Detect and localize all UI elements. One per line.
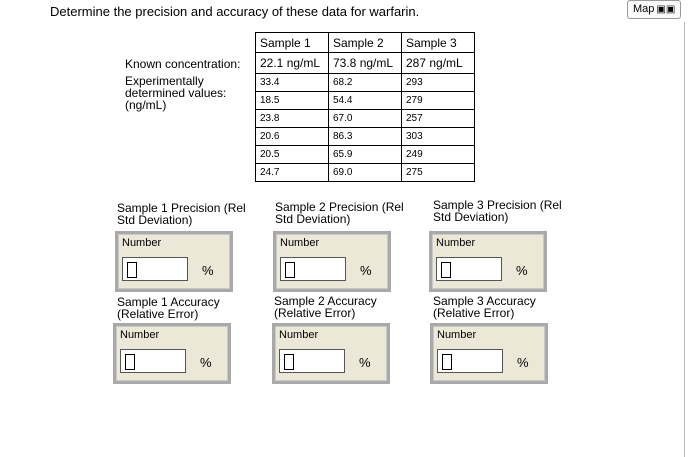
table-cell: 68.2 xyxy=(329,74,402,92)
table-cell: 20.5 xyxy=(256,146,329,164)
percent-unit: % xyxy=(360,263,372,278)
number-label: Number xyxy=(122,237,162,249)
table-cell: 279 xyxy=(402,92,475,110)
sample-1-precision-input[interactable] xyxy=(122,257,188,281)
table-cell: 257 xyxy=(402,110,475,128)
sample-2-accuracy-answer-box xyxy=(272,323,390,384)
table-row xyxy=(256,164,475,182)
text-cursor xyxy=(441,262,451,278)
sample-3-precision-input[interactable] xyxy=(436,257,502,281)
known-concentration-label: Known concentration: xyxy=(125,57,241,71)
sample-2-accuracy-input[interactable] xyxy=(279,349,345,373)
table-cell: 303 xyxy=(402,128,475,146)
column-header-sample-2: Sample 2 xyxy=(329,33,402,53)
sample-1-precision-answer-box xyxy=(115,231,233,292)
sitemap-icon: ▣▣ xyxy=(656,4,676,15)
percent-unit: % xyxy=(200,355,212,370)
percent-unit: % xyxy=(516,263,528,278)
table-header-row xyxy=(256,33,475,53)
map-button[interactable] xyxy=(627,0,681,19)
text-cursor xyxy=(442,354,452,370)
table-cell: 86.3 xyxy=(329,128,402,146)
table-cell: 54.4 xyxy=(329,92,402,110)
question-text: Determine the precision and accuracy of these data for warfarin. xyxy=(50,4,420,19)
sample-3-accuracy-label: Sample 3 Accuracy (Relative Error) xyxy=(433,294,536,320)
sample-3-accuracy-answer-box xyxy=(430,323,548,384)
number-label: Number xyxy=(436,237,476,249)
table-cell: 287 ng/mL xyxy=(402,53,475,74)
percent-unit: % xyxy=(202,263,214,278)
number-label: Number xyxy=(279,329,319,341)
table-cell: 73.8 ng/mL xyxy=(329,53,402,74)
sample-2-precision-label: Sample 2 Precision (Rel Std Deviation) xyxy=(275,200,404,226)
table-row xyxy=(256,110,475,128)
table-row xyxy=(256,146,475,164)
data-table xyxy=(255,32,475,182)
experimental-values-label: Experimentally determined values: (ng/mL) xyxy=(125,74,227,112)
sample-1-accuracy-input[interactable] xyxy=(120,349,186,373)
sample-2-precision-answer-box xyxy=(273,231,391,292)
percent-unit: % xyxy=(359,355,371,370)
sample-3-accuracy-input[interactable] xyxy=(437,349,503,373)
sample-1-precision-label: Sample 1 Precision (Rel Std Deviation) xyxy=(117,201,246,227)
table-cell: 22.1 ng/mL xyxy=(256,53,329,74)
table-row xyxy=(256,128,475,146)
number-label: Number xyxy=(120,329,160,341)
sample-3-precision-label: Sample 3 Precision (Rel Std Deviation) xyxy=(433,198,562,224)
table-cell: 65.9 xyxy=(329,146,402,164)
sample-1-accuracy-answer-box xyxy=(113,323,231,384)
map-button-label: Map xyxy=(633,3,655,15)
table-cell: 275 xyxy=(402,164,475,182)
text-cursor xyxy=(127,262,137,278)
table-cell: 18.5 xyxy=(256,92,329,110)
table-row xyxy=(256,92,475,110)
table-cell: 23.8 xyxy=(256,110,329,128)
text-cursor xyxy=(125,354,135,370)
table-cell: 67.0 xyxy=(329,110,402,128)
sample-3-precision-answer-box xyxy=(429,231,547,292)
table-cell: 33.4 xyxy=(256,74,329,92)
number-label: Number xyxy=(280,237,320,249)
text-cursor xyxy=(284,354,294,370)
column-header-sample-1: Sample 1 xyxy=(256,33,329,53)
sample-1-accuracy-label: Sample 1 Accuracy (Relative Error) xyxy=(117,295,220,321)
known-concentration-row xyxy=(256,53,475,74)
number-label: Number xyxy=(437,329,477,341)
table-cell: 293 xyxy=(402,74,475,92)
right-border-line xyxy=(684,22,685,457)
sample-2-precision-input[interactable] xyxy=(280,257,346,281)
table-cell: 20.6 xyxy=(256,128,329,146)
percent-unit: % xyxy=(517,355,529,370)
table-cell: 24.7 xyxy=(256,164,329,182)
sample-2-accuracy-label: Sample 2 Accuracy (Relative Error) xyxy=(274,294,377,320)
table-cell: 69.0 xyxy=(329,164,402,182)
column-header-sample-3: Sample 3 xyxy=(402,33,475,53)
table-cell: 249 xyxy=(402,146,475,164)
text-cursor xyxy=(285,262,295,278)
table-row xyxy=(256,74,475,92)
